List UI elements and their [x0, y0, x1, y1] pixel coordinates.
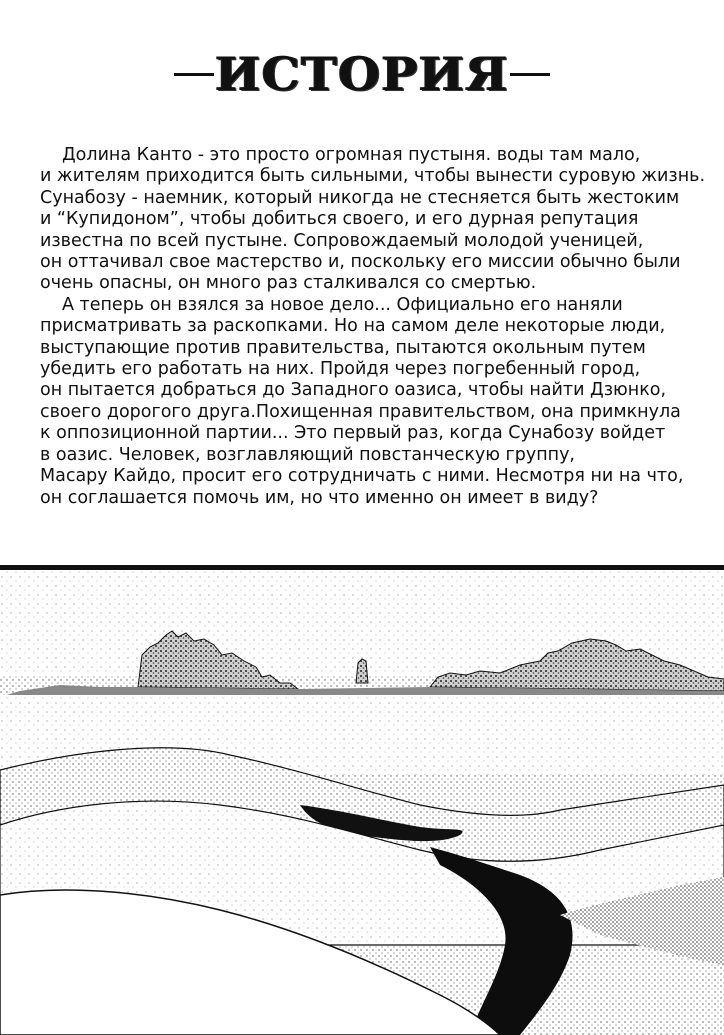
story-line: в оазис. Человек, возглавляющий повстанческую группу,	[40, 444, 575, 465]
story-line: присматривать за раскопками. Но на самом деле некоторые люди,	[40, 316, 666, 337]
story-line: выступающие против правительства, пытаются окольным путем	[40, 337, 646, 358]
title-left-rule	[174, 73, 214, 76]
story-paragraph-2	[40, 295, 710, 509]
story-line: Долина Канто - это просто огромная пустыня. воды там мало,	[62, 145, 641, 165]
desert-illustration	[0, 565, 724, 1035]
story-line: он пытается добраться до Западного оазиса, чтобы найти Дзюнко,	[40, 380, 667, 401]
story-line: известна по всей пустыне. Сопровождаемый молодой ученицей,	[40, 230, 644, 251]
story-line: он соглашается помочь им, но что именно он имеет в виду?	[40, 487, 599, 508]
story-line: своего дорогого друга.Похищенная правительством, она примкнула	[40, 401, 681, 422]
story-line: Масару Кайдо, просит его сотрудничать с ними. Несмотря ни на что,	[40, 466, 684, 487]
story-line: убедить его работать на них. Пройдя через погребенный город,	[40, 359, 641, 380]
story-line: и жителям приходится быть сильными, чтобы вынести суровую жизнь.	[40, 166, 706, 187]
story-line: очень опасны, он много раз сталкивался со смертью.	[40, 273, 537, 294]
story-line: Сунабозу - наемник, который никогда не стесняется быть жестоким	[40, 187, 680, 208]
story-line: он оттачивал свое мастерство и, поскольку его миссии обычно были	[40, 252, 681, 273]
title-right-rule	[510, 73, 550, 76]
title-row	[0, 44, 724, 104]
story-paragraph-1	[40, 145, 710, 295]
rock-spire	[356, 659, 368, 683]
story-text	[40, 145, 710, 509]
story-line: к оппозиционной партии... Это первый раз, когда Сунабозу войдет	[40, 423, 666, 444]
story-line: А теперь он взялся за новое дело... Официально его наняли	[62, 294, 623, 315]
story-line: и “Купидоном”, чтобы добиться своего, и его дурная репутация	[40, 209, 639, 230]
page-title: ИСТОРИЯ	[215, 47, 509, 101]
